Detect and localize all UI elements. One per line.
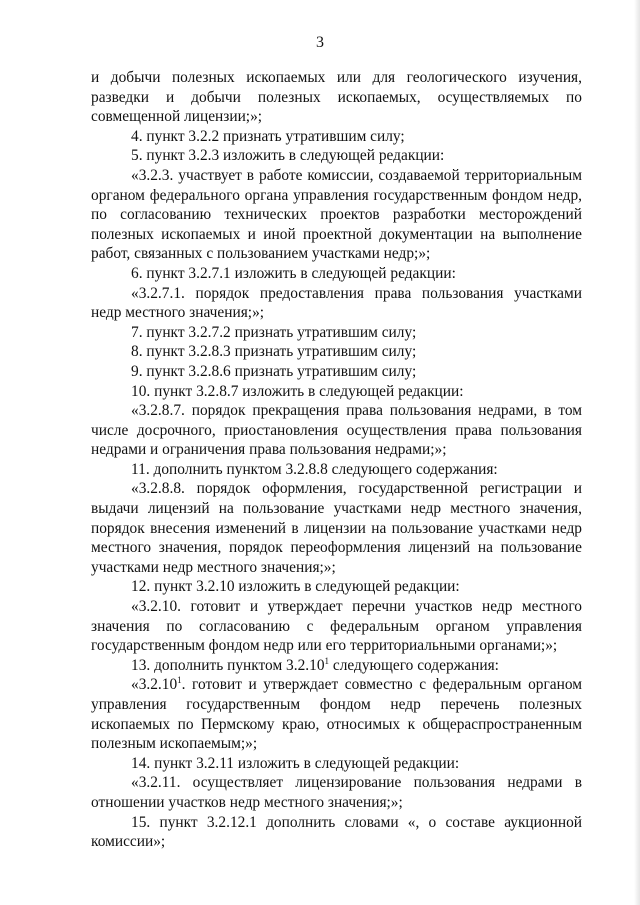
paragraph-item-11: 11. дополнить пунктом 3.2.8.8 следующего содержания: [131, 460, 498, 478]
paragraph-item-8: 8. пункт 3.2.8.3 признать утратившим силу; [131, 343, 417, 361]
paragraph-quote-3-2-11: «3.2.11. осуществляет лицензирование пользования недрами в отношении участков недр местного значения;»; [91, 774, 582, 811]
text-segment: следующего содержания: [329, 656, 499, 674]
superscript: 1 [177, 675, 182, 686]
text-segment: 13. дополнить пунктом 3.2.10 [131, 656, 325, 674]
superscript: 1 [324, 655, 330, 666]
paragraph-item-14: 14. пункт 3.2.11 изложить в следующей редакции: [131, 754, 460, 772]
paragraph-continuation: и добычи полезных ископаемых или для геологического изучения, разведки и добычи полезных ископаемых, осуществляемых по совмещенной лицензии;»; [91, 69, 582, 126]
paragraph-item-12: 12. пункт 3.2.10 изложить в следующей редакции: [131, 578, 460, 596]
text-segment: . готовит и утверждает совместно с федеральным органом управления государственным фондом недр перечень полезных ископаемых по Пермскому краю, относимых к общераспространенным полезным ископаемым;»; [91, 676, 582, 753]
paragraph-quote-3-2-10-1 [91, 675, 582, 753]
paragraph-item-4: 4. пункт 3.2.2 признать утратившим силу; [131, 127, 405, 145]
paragraph-item-7: 7. пункт 3.2.7.2 признать утратившим силу; [131, 323, 417, 341]
paragraph-item-5: 5. пункт 3.2.3 изложить в следующей редакции: [131, 147, 445, 165]
paragraph-quote-3-2-8-8: «3.2.8.8. порядок оформления, государственной регистрации и выдачи лицензий на пользование участками недр местного значения, порядок внесения изменений в лицензии на пользование участками недр местного значения, порядок переоформления лицензий на пользование участками недр местного значения;»; [91, 480, 582, 576]
document-body [91, 68, 582, 852]
paragraph-quote-3-2-3: «3.2.3. участвует в работе комиссии, создаваемой территориальным органом федерального органа управления государственным фондом недр, по согласованию технических проектов разработки месторождений полезных ископаемых и иной проектной документации на выполнение работ, связанных с пользованием участками недр;»; [91, 166, 582, 263]
text-segment: «3.2.10 [131, 676, 178, 694]
page-number: 3 [316, 34, 324, 51]
paragraph-item-9: 9. пункт 3.2.8.6 признать утратившим силу; [131, 362, 417, 380]
paragraph-quote-3-2-7-1: «3.2.7.1. порядок предоставления права пользования участками недр местного значения;»; [91, 284, 582, 322]
paragraph-item-10: 10. пункт 3.2.8.7 изложить в следующей редакции: [131, 382, 464, 400]
paragraph-item-13 [91, 656, 582, 676]
paragraph-item-6: 6. пункт 3.2.7.1 изложить в следующей редакции: [131, 264, 456, 282]
paragraph-quote-3-2-8-7: «3.2.8.7. порядок прекращения права пользования недрами, в том числе досрочного, приостановления осуществления права пользования недрами и ограничения права пользования недрами;»; [91, 402, 582, 459]
paragraph-item-15: 15. пункт 3.2.12.1 дополнить словами «, о составе аукционной комиссии»; [91, 813, 582, 851]
scan-edge-shadow [634, 0, 640, 905]
paragraph-quote-3-2-10: «3.2.10. готовит и утверждает перечни участков недр местного значения по согласованию с федеральным органом управления государственным фондом недр или его территориальными органами;»; [91, 598, 582, 655]
